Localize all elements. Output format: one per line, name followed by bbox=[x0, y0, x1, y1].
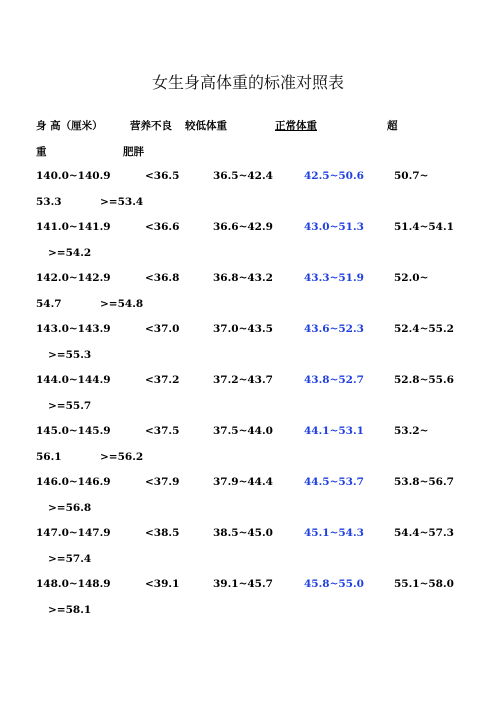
row-obese-cell: >=54.2 bbox=[48, 247, 92, 259]
row-malnutrition-cell: <36.6 bbox=[145, 221, 180, 233]
row-obese-cell: >=56.2 bbox=[100, 451, 144, 463]
table-row-cont bbox=[0, 502, 496, 516]
row-height-cell: 140.0~140.9 bbox=[36, 170, 111, 182]
table-row bbox=[0, 323, 496, 337]
row-over-cell: 52.8~55.6 bbox=[394, 374, 454, 386]
row-normal-weight-cell: 43.6~52.3 bbox=[304, 323, 364, 335]
row-obese-cell: >=58.1 bbox=[48, 604, 92, 616]
row-normal-weight-cell: 43.8~52.7 bbox=[304, 374, 364, 386]
header-obese: 肥胖 bbox=[123, 146, 144, 158]
header-normal-weight: 正常体重 bbox=[275, 120, 317, 132]
table-header-cont bbox=[0, 144, 496, 158]
row-low-weight-cell: 36.6~42.9 bbox=[213, 221, 273, 233]
row-malnutrition-cell: <37.5 bbox=[145, 425, 180, 437]
header-over: 超 bbox=[387, 120, 398, 132]
row-normal-weight-cell: 43.0~51.3 bbox=[304, 221, 364, 233]
row-malnutrition-cell: <36.5 bbox=[145, 170, 180, 182]
row-normal-weight-cell: 45.8~55.0 bbox=[304, 578, 364, 590]
row-over-cont-cell: 53.3 bbox=[36, 196, 62, 208]
row-height-cell: 145.0~145.9 bbox=[36, 425, 111, 437]
table-row bbox=[0, 272, 496, 286]
header-malnutrition: 营养不良 bbox=[130, 120, 172, 132]
page-title: 女生身高体重的标准对照表 bbox=[151, 73, 344, 92]
table-row bbox=[0, 578, 496, 592]
row-height-cell: 144.0~144.9 bbox=[36, 374, 111, 386]
header-height: 身 高（厘米） bbox=[36, 120, 103, 132]
table-row-cont bbox=[0, 400, 496, 414]
row-over-cont-cell: 54.7 bbox=[36, 298, 62, 310]
row-height-cell: 148.0~148.9 bbox=[36, 578, 111, 590]
row-over-cell: 54.4~57.3 bbox=[394, 527, 454, 539]
table-row-cont bbox=[0, 196, 496, 210]
row-normal-weight-cell: 44.1~53.1 bbox=[304, 425, 364, 437]
row-over-cell: 55.1~58.0 bbox=[394, 578, 454, 590]
row-obese-cell: >=57.4 bbox=[48, 553, 92, 565]
row-height-cell: 142.0~142.9 bbox=[36, 272, 111, 284]
header-over-cont: 重 bbox=[36, 146, 47, 158]
row-obese-cell: >=55.7 bbox=[48, 400, 92, 412]
row-low-weight-cell: 39.1~45.7 bbox=[213, 578, 273, 590]
row-low-weight-cell: 37.0~43.5 bbox=[213, 323, 273, 335]
table-row-cont bbox=[0, 553, 496, 567]
row-over-cell: 50.7~ bbox=[394, 170, 429, 182]
row-normal-weight-cell: 45.1~54.3 bbox=[304, 527, 364, 539]
row-over-cont-cell: 56.1 bbox=[36, 451, 62, 463]
header-low-weight: 较低体重 bbox=[185, 120, 227, 132]
row-over-cell: 53.8~56.7 bbox=[394, 476, 454, 488]
row-low-weight-cell: 37.2~43.7 bbox=[213, 374, 273, 386]
table-row bbox=[0, 170, 496, 184]
row-low-weight-cell: 36.5~42.4 bbox=[213, 170, 273, 182]
row-malnutrition-cell: <38.5 bbox=[145, 527, 180, 539]
row-normal-weight-cell: 44.5~53.7 bbox=[304, 476, 364, 488]
table-row bbox=[0, 374, 496, 388]
table-row bbox=[0, 425, 496, 439]
row-malnutrition-cell: <37.2 bbox=[145, 374, 180, 386]
row-over-cell: 53.2~ bbox=[394, 425, 429, 437]
table-row-cont bbox=[0, 247, 496, 261]
row-obese-cell: >=54.8 bbox=[100, 298, 144, 310]
row-malnutrition-cell: <37.0 bbox=[145, 323, 180, 335]
table-row-cont bbox=[0, 604, 496, 618]
row-low-weight-cell: 37.9~44.4 bbox=[213, 476, 273, 488]
table-row-cont bbox=[0, 451, 496, 465]
row-obese-cell: >=56.8 bbox=[48, 502, 92, 514]
row-low-weight-cell: 37.5~44.0 bbox=[213, 425, 273, 437]
row-obese-cell: >=55.3 bbox=[48, 349, 92, 361]
row-low-weight-cell: 38.5~45.0 bbox=[213, 527, 273, 539]
row-height-cell: 141.0~141.9 bbox=[36, 221, 111, 233]
table-row-cont bbox=[0, 298, 496, 312]
row-normal-weight-cell: 43.3~51.9 bbox=[304, 272, 364, 284]
table-row-cont bbox=[0, 349, 496, 363]
row-malnutrition-cell: <39.1 bbox=[145, 578, 180, 590]
row-normal-weight-cell: 42.5~50.6 bbox=[304, 170, 364, 182]
row-height-cell: 143.0~143.9 bbox=[36, 323, 111, 335]
row-height-cell: 146.0~146.9 bbox=[36, 476, 111, 488]
table-row bbox=[0, 527, 496, 541]
row-over-cell: 52.4~55.2 bbox=[394, 323, 454, 335]
table-row bbox=[0, 221, 496, 235]
row-obese-cell: >=53.4 bbox=[100, 196, 144, 208]
table-row bbox=[0, 476, 496, 490]
table-header bbox=[0, 118, 496, 132]
row-low-weight-cell: 36.8~43.2 bbox=[213, 272, 273, 284]
row-height-cell: 147.0~147.9 bbox=[36, 527, 111, 539]
row-over-cell: 51.4~54.1 bbox=[394, 221, 454, 233]
row-malnutrition-cell: <37.9 bbox=[145, 476, 180, 488]
row-malnutrition-cell: <36.8 bbox=[145, 272, 180, 284]
row-over-cell: 52.0~ bbox=[394, 272, 429, 284]
